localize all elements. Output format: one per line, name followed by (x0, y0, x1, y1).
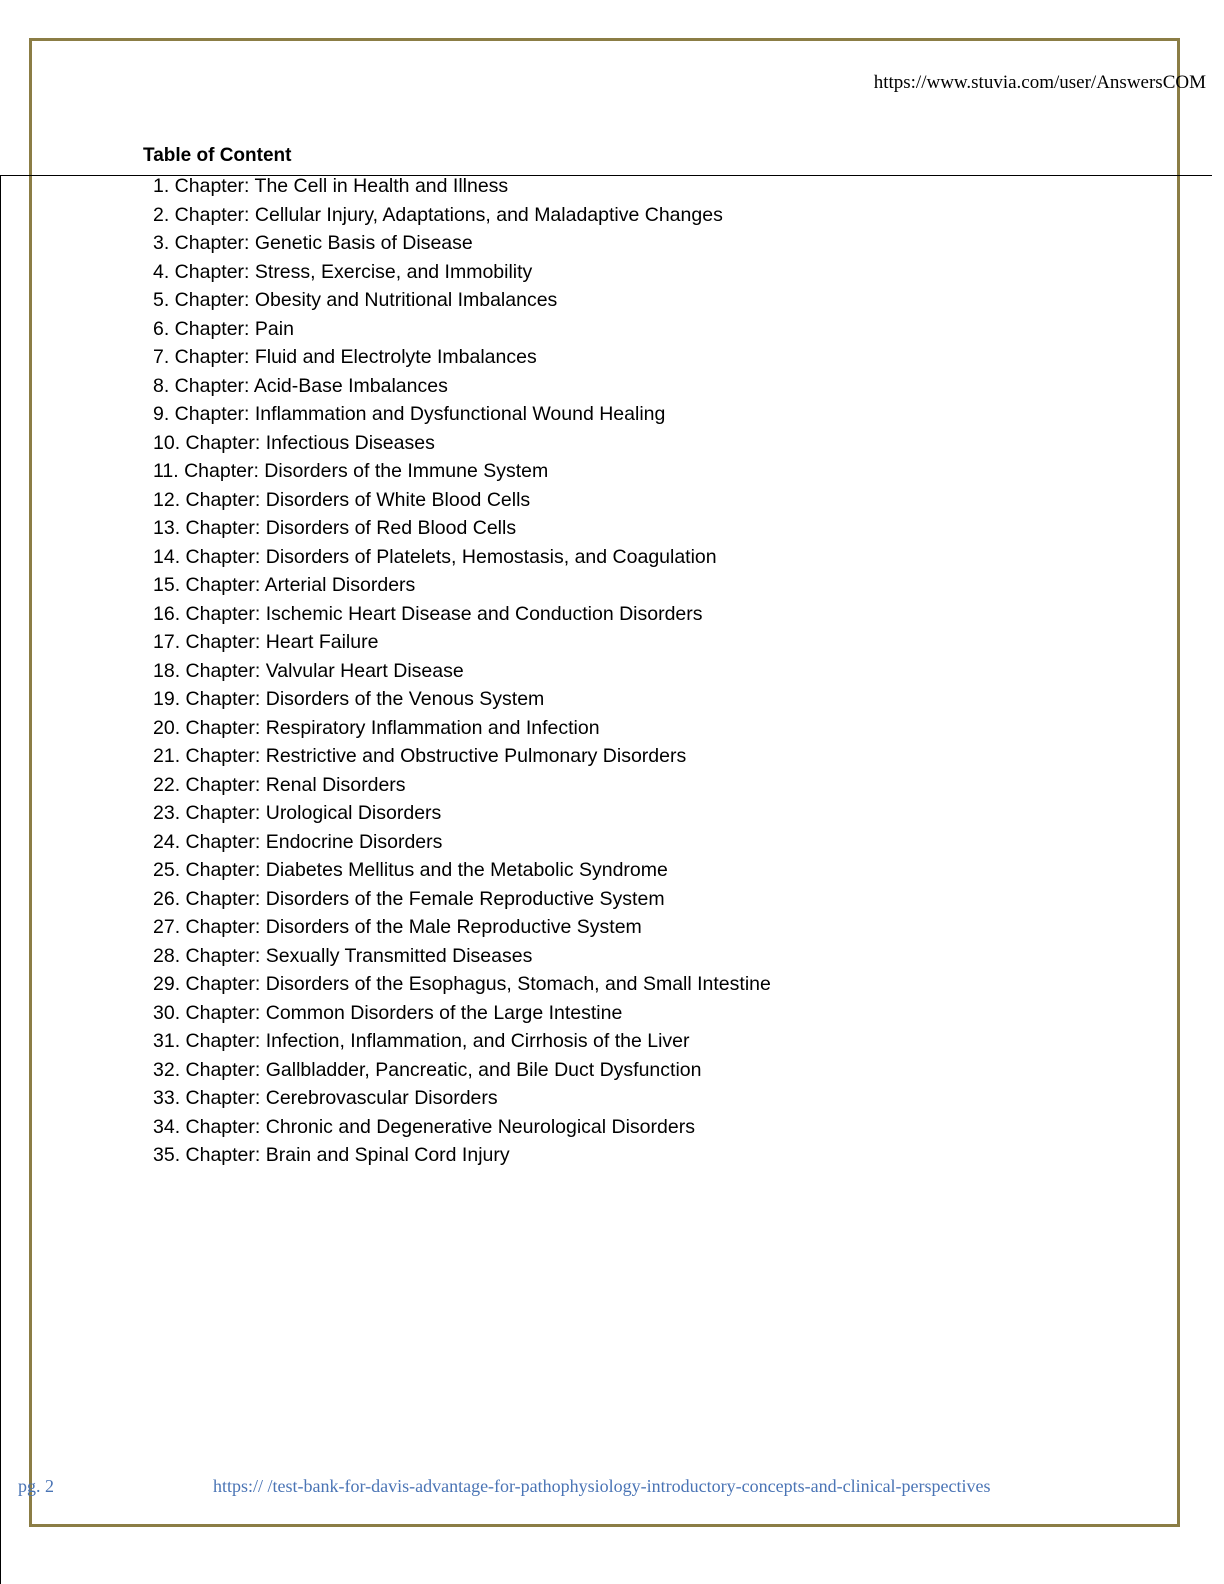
toc-item: 24. Chapter: Endocrine Disorders (153, 830, 443, 853)
toc-item: 25. Chapter: Diabetes Mellitus and the Metabolic Syndrome (153, 859, 668, 881)
toc-item: 8. Chapter: Acid-Base Imbalances (153, 374, 448, 397)
toc-item: 34. Chapter: Chronic and Degenerative Neurological Disorders (153, 1115, 695, 1138)
toc-item: 3. Chapter: Genetic Basis of Disease (153, 232, 473, 254)
toc-item: 19. Chapter: Disorders of the Venous System (153, 688, 545, 710)
toc-item: 33. Chapter: Cerebrovascular Disorders (153, 1087, 498, 1109)
toc-item: 4. Chapter: Stress, Exercise, and Immobility (153, 260, 533, 283)
toc-title: Table of Content (143, 145, 292, 166)
toc-item: 2. Chapter: Cellular Injury, Adaptations, and Maladaptive Changes (153, 203, 723, 226)
toc-item: 16. Chapter: Ischemic Heart Disease and Conduction Disorders (153, 602, 703, 625)
toc-item: 30. Chapter: Common Disorders of the Large Intestine (153, 1001, 623, 1024)
footer-link[interactable]: https:// /test-bank-for-davis-advantage-for-pathophysiology-introductory-concepts-and-clinical-perspectives (213, 1476, 991, 1496)
toc-item: 26. Chapter: Disorders of the Female Reproductive System (153, 887, 665, 910)
toc-item: 22. Chapter: Renal Disorders (153, 773, 406, 796)
vertical-rule (0, 175, 1, 1584)
toc-item: 6. Chapter: Pain (153, 317, 294, 340)
toc-item: 35. Chapter: Brain and Spinal Cord Injury (153, 1144, 510, 1166)
toc-item: 31. Chapter: Infection, Inflammation, and Cirrhosis of the Liver (153, 1030, 690, 1052)
toc-item: 32. Chapter: Gallbladder, Pancreatic, and Bile Duct Dysfunction (153, 1058, 702, 1081)
toc-item: 9. Chapter: Inflammation and Dysfunctional Wound Healing (153, 403, 666, 425)
toc-item: 20. Chapter: Respiratory Inflammation and Infection (153, 716, 600, 739)
toc-item: 15. Chapter: Arterial Disorders (153, 574, 416, 596)
toc-item: 5. Chapter: Obesity and Nutritional Imbalances (153, 289, 558, 311)
toc-item: 10. Chapter: Infectious Diseases (153, 431, 435, 454)
toc-item: 11. Chapter: Disorders of the Immune System (153, 460, 549, 482)
toc-item: 29. Chapter: Disorders of the Esophagus, Stomach, and Small Intestine (153, 973, 771, 995)
toc-item: 12. Chapter: Disorders of White Blood Cells (153, 488, 531, 511)
toc-item: 28. Chapter: Sexually Transmitted Diseases (153, 944, 533, 967)
toc-item: 7. Chapter: Fluid and Electrolyte Imbalances (153, 346, 537, 368)
toc-item: 13. Chapter: Disorders of Red Blood Cells (153, 517, 517, 539)
toc-item: 18. Chapter: Valvular Heart Disease (153, 659, 464, 682)
toc-item: 1. Chapter: The Cell in Health and Illness (153, 175, 509, 197)
toc-item: 21. Chapter: Restrictive and Obstructive Pulmonary Disorders (153, 745, 687, 767)
toc-item: 17. Chapter: Heart Failure (153, 631, 379, 653)
toc-list (153, 172, 771, 1170)
header-url: https://www.stuvia.com/user/AnswersCOM (873, 72, 1206, 93)
toc-item: 23. Chapter: Urological Disorders (153, 802, 442, 824)
toc-item: 27. Chapter: Disorders of the Male Reproductive System (153, 916, 642, 938)
toc-item: 14. Chapter: Disorders of Platelets, Hemostasis, and Coagulation (153, 545, 717, 568)
page-number: pg. 2 (18, 1476, 54, 1496)
